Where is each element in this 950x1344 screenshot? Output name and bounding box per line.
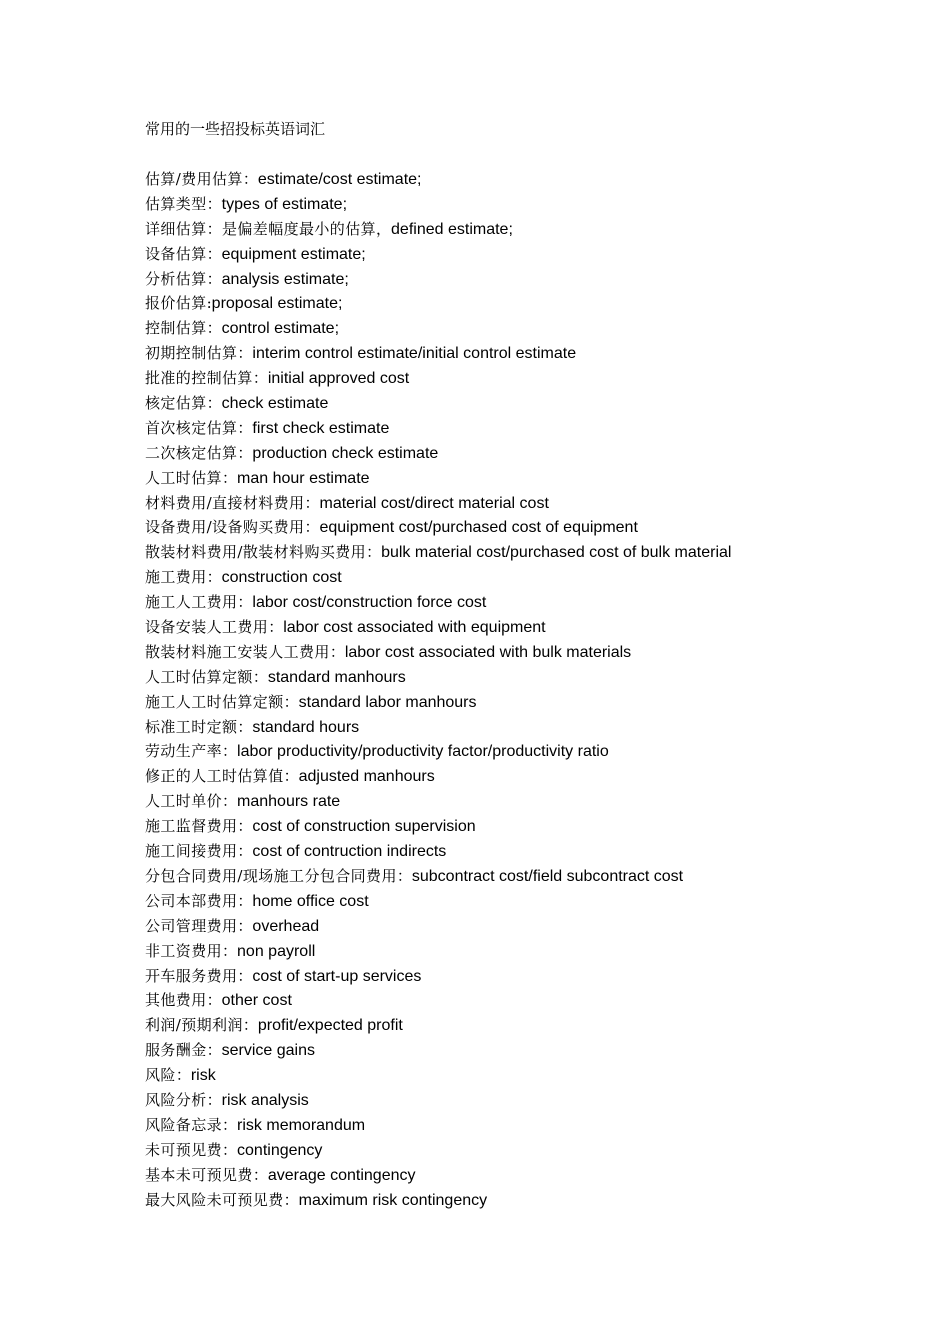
glossary-entry <box>145 516 925 541</box>
term-separator: ： <box>222 1115 238 1134</box>
term-chinese: 分包合同费用/现场施工分包合同费用 <box>145 866 397 885</box>
glossary-entry <box>145 815 925 840</box>
term-chinese: 施工人工费用 <box>145 593 238 612</box>
glossary-entry <box>145 317 925 342</box>
term-chinese: 修正的人工时估算值 <box>145 767 284 786</box>
glossary-entry <box>145 492 925 517</box>
term-chinese: 散装材料施工安装人工费用 <box>145 642 330 661</box>
term-english: first check estimate <box>252 419 390 437</box>
glossary-entry <box>145 790 925 815</box>
document-title: 常用的一些招投标英语词汇 <box>145 120 326 138</box>
term-separator: ： <box>206 1090 222 1109</box>
term-separator: ： <box>283 1190 299 1209</box>
term-separator: ： <box>222 742 238 761</box>
term-chinese: 开车服务费用 <box>145 966 238 985</box>
term-separator: ： <box>396 866 412 885</box>
term-separator: ： <box>268 618 284 637</box>
term-english: estimate/cost estimate; <box>257 171 422 188</box>
glossary-entry <box>145 417 925 442</box>
term-english: labor productivity/productivity factor/productivity ratio <box>237 743 609 761</box>
term-chinese: 利润/预期利润 <box>145 1016 243 1035</box>
term-english: cost of contruction indirects <box>252 843 447 861</box>
term-english: standard manhours <box>267 668 406 686</box>
glossary-entry <box>145 392 925 417</box>
term-separator: ： <box>222 468 238 487</box>
term-separator: ： <box>283 692 299 711</box>
term-english: cost of start-up services <box>252 967 422 985</box>
term-chinese: 施工间接费用 <box>145 842 238 861</box>
term-chinese: 核定估算 <box>145 394 207 413</box>
term-english: types of estimate; <box>221 195 348 213</box>
glossary-entry <box>145 915 925 940</box>
term-english: contingency <box>237 1141 323 1159</box>
term-english: initial approved cost <box>267 370 410 388</box>
term-chinese: 设备估算 <box>145 244 207 263</box>
glossary-entry <box>145 1164 925 1189</box>
term-chinese: 详细估算：是偏差幅度最小的估算 <box>145 219 377 238</box>
glossary-entry <box>145 292 925 317</box>
glossary-entry <box>145 1089 925 1114</box>
term-separator: ： <box>237 593 253 612</box>
term-separator: ： <box>304 518 320 537</box>
term-english: maximum risk contingency <box>298 1191 488 1209</box>
term-chinese: 施工监督费用 <box>145 817 238 836</box>
term-separator: ： <box>222 792 238 811</box>
term-separator: ： <box>237 966 253 985</box>
glossary-entry <box>145 716 925 741</box>
term-chinese: 首次核定估算 <box>145 418 238 437</box>
glossary-entry <box>145 566 925 591</box>
term-english: home office cost <box>252 892 369 910</box>
term-chinese: 人工时估算 <box>145 468 223 487</box>
glossary-entry <box>145 1139 925 1164</box>
term-chinese: 控制估算 <box>145 319 207 338</box>
term-separator: ： <box>242 1016 258 1035</box>
term-chinese: 设备安装人工费用 <box>145 618 269 637</box>
term-separator: ： <box>242 170 258 188</box>
glossary-entry <box>145 218 925 243</box>
term-english: risk analysis <box>221 1091 309 1109</box>
term-separator: ： <box>206 394 222 413</box>
glossary-entry <box>145 193 925 218</box>
term-separator: ： <box>222 1140 238 1159</box>
term-english: non payroll <box>237 942 316 960</box>
term-chinese: 人工时估算定额 <box>145 667 253 686</box>
term-english: subcontract cost/field subcontract cost <box>411 867 684 885</box>
term-english: construction cost <box>221 569 342 587</box>
term-separator: ： <box>206 269 222 288</box>
term-english: analysis estimate; <box>221 270 349 288</box>
term-separator: ： <box>283 767 299 786</box>
term-english: man hour estimate <box>237 469 370 487</box>
glossary-entry <box>145 243 925 268</box>
glossary-entry <box>145 168 925 193</box>
glossary-entry <box>145 765 925 790</box>
term-separator: ： <box>206 568 222 587</box>
term-chinese: 未可预见费 <box>145 1140 223 1159</box>
glossary-entry <box>145 965 925 990</box>
term-separator: ： <box>237 817 253 836</box>
glossary-entry <box>145 740 925 765</box>
term-english: equipment cost/purchased cost of equipment <box>319 519 638 537</box>
glossary-entry <box>145 691 925 716</box>
glossary-entry <box>145 1014 925 1039</box>
glossary-entry <box>145 890 925 915</box>
glossary-entry <box>145 1114 925 1139</box>
term-chinese: 服务酬金 <box>145 1041 207 1060</box>
term-separator: ： <box>206 244 222 263</box>
term-chinese: 散装材料费用/散装材料购买费用 <box>145 543 367 562</box>
term-separator: ： <box>237 717 253 736</box>
glossary-entry <box>145 342 925 367</box>
term-chinese: 估算/费用估算 <box>145 170 243 188</box>
term-separator: ： <box>206 991 222 1010</box>
glossary-entry <box>145 442 925 467</box>
term-separator: ： <box>206 194 222 213</box>
term-chinese: 人工时单价 <box>145 792 223 811</box>
term-chinese: 劳动生产率 <box>145 742 223 761</box>
term-english: adjusted manhours <box>298 768 435 786</box>
term-english: overhead <box>252 917 320 935</box>
term-chinese: 设备费用/设备购买费用 <box>145 518 305 537</box>
term-chinese: 估算类型 <box>145 194 207 213</box>
term-chinese: 标准工时定额 <box>145 717 238 736</box>
term-chinese: 分析估算 <box>145 269 207 288</box>
term-english: other cost <box>221 992 292 1010</box>
term-english: labor cost associated with bulk materials <box>344 643 632 661</box>
term-chinese: 二次核定估算 <box>145 443 238 462</box>
term-english: standard labor manhours <box>298 693 477 711</box>
term-chinese: 施工人工时估算定额 <box>145 692 284 711</box>
term-english: cost of construction supervision <box>252 818 476 836</box>
term-chinese: 施工费用 <box>145 568 207 587</box>
glossary-entry <box>145 865 925 890</box>
term-chinese: 报价估算 <box>145 294 207 313</box>
term-english: service gains <box>221 1042 315 1060</box>
term-separator: ： <box>237 891 253 910</box>
term-chinese: 最大风险未可预见费 <box>145 1190 284 1209</box>
term-chinese: 初期控制估算 <box>145 344 238 363</box>
term-separator: ： <box>366 543 382 562</box>
term-english: average contingency <box>267 1166 416 1184</box>
glossary-entry <box>145 1064 925 1089</box>
term-chinese: 风险分析 <box>145 1090 207 1109</box>
term-separator: ： <box>252 667 268 686</box>
glossary-entry <box>145 666 925 691</box>
term-separator: ： <box>304 493 320 512</box>
term-english: labor cost/construction force cost <box>252 594 487 612</box>
term-english: equipment estimate; <box>221 245 366 263</box>
glossary-entry <box>145 367 925 392</box>
glossary-entry <box>145 1189 925 1214</box>
term-chinese: 风险备忘录 <box>145 1115 223 1134</box>
glossary-entry <box>145 840 925 865</box>
term-separator: ： <box>175 1066 191 1085</box>
term-separator: ： <box>329 642 345 661</box>
term-english: material cost/direct material cost <box>319 494 549 512</box>
term-separator: : <box>206 294 212 313</box>
term-chinese: 基本未可预见费 <box>145 1165 253 1184</box>
glossary-entry <box>145 591 925 616</box>
term-english: check estimate <box>221 395 329 413</box>
term-separator: ： <box>237 344 253 363</box>
glossary-entry <box>145 467 925 492</box>
term-separator: ： <box>237 842 253 861</box>
glossary-entry <box>145 989 925 1014</box>
term-english: manhours rate <box>237 793 341 811</box>
glossary-list <box>145 168 925 1213</box>
term-chinese: 非工资费用 <box>145 941 223 960</box>
term-chinese: 其他费用 <box>145 991 207 1010</box>
document-page <box>145 118 925 1213</box>
glossary-entry <box>145 541 925 566</box>
term-chinese: 材料费用/直接材料费用 <box>145 493 305 512</box>
term-separator: ： <box>222 941 238 960</box>
glossary-entry <box>145 940 925 965</box>
term-english: production check estimate <box>252 444 439 462</box>
term-chinese: 批准的控制估算 <box>145 369 253 388</box>
term-separator: ： <box>237 916 253 935</box>
glossary-entry <box>145 1039 925 1064</box>
term-english: proposal estimate; <box>211 295 343 313</box>
term-english: interim control estimate/initial control estimate <box>252 345 577 363</box>
term-chinese: 公司管理费用 <box>145 916 238 935</box>
glossary-entry <box>145 641 925 666</box>
term-english: standard hours <box>252 718 360 736</box>
glossary-entry <box>145 616 925 641</box>
term-separator: ： <box>206 1041 222 1060</box>
term-separator: ： <box>237 443 253 462</box>
term-english: control estimate; <box>221 320 340 338</box>
term-separator: ： <box>252 1165 268 1184</box>
term-english: risk <box>190 1067 216 1085</box>
term-english: labor cost associated with equipment <box>283 619 546 637</box>
term-chinese: 风险 <box>145 1066 176 1085</box>
term-english: risk memorandum <box>237 1116 366 1134</box>
glossary-entry <box>145 268 925 293</box>
term-english: defined estimate; <box>391 220 513 238</box>
term-chinese: 公司本部费用 <box>145 891 238 910</box>
term-separator: ： <box>206 319 222 338</box>
term-english: profit/expected profit <box>257 1017 403 1035</box>
term-separator: ： <box>252 369 268 388</box>
term-separator: ， <box>376 219 392 238</box>
term-english: bulk material cost/purchased cost of bulk material <box>381 544 732 562</box>
term-separator: ： <box>237 418 253 437</box>
